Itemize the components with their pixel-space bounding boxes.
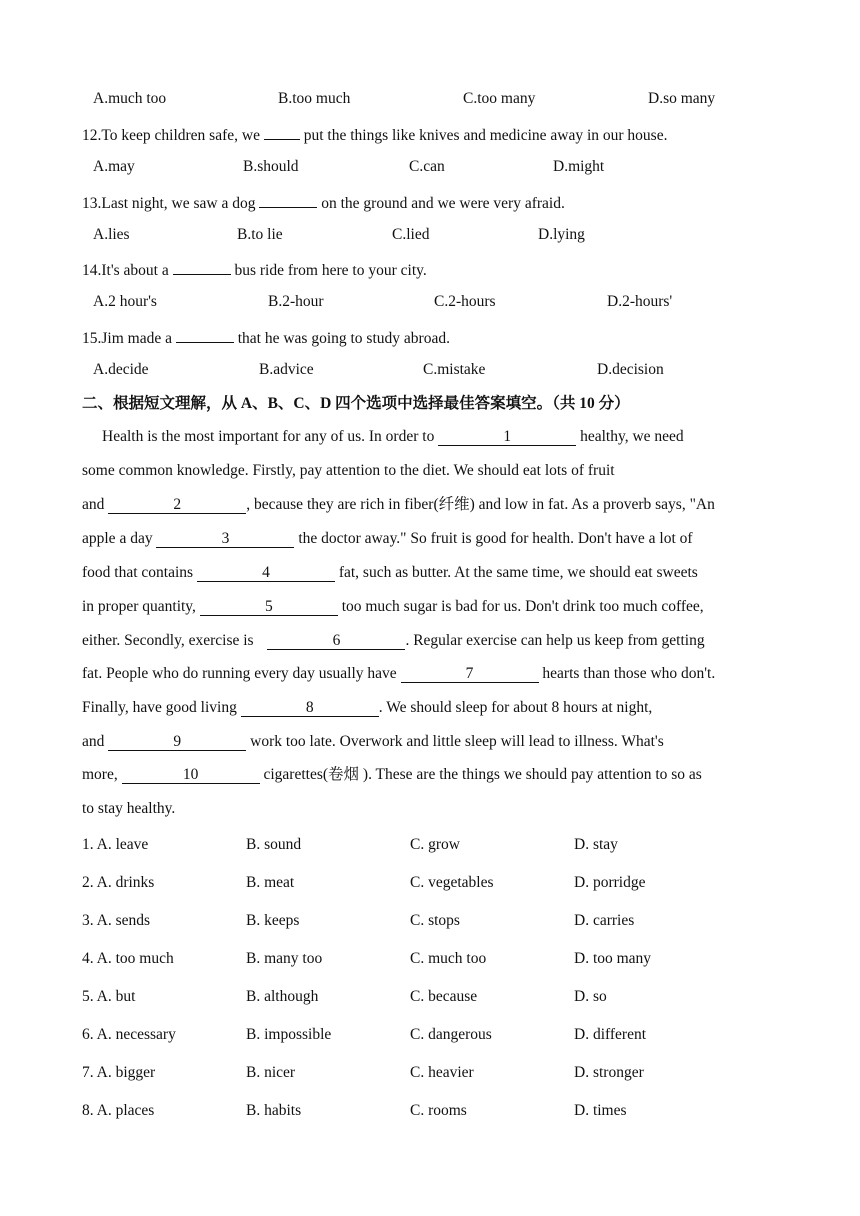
- blank-6: 6: [267, 632, 405, 650]
- answer-blank: [176, 326, 234, 343]
- option-d: D.2-hours': [607, 293, 673, 310]
- option-d: D.so many: [648, 90, 716, 107]
- passage-line: either. Secondly, exercise is 6 . Regular exercise can help us keep from getting: [82, 632, 705, 649]
- option-b: B.should: [243, 158, 299, 175]
- blank-3: 3: [156, 530, 294, 548]
- blank-1: 1: [438, 428, 576, 446]
- choice-option: C. heavier: [410, 1064, 474, 1081]
- option-c: C.can: [409, 158, 445, 175]
- option-c: C.mistake: [423, 361, 486, 378]
- choice-option: B. habits: [246, 1102, 302, 1119]
- blank-4: 4: [197, 564, 335, 582]
- choice-option: D. carries: [574, 912, 635, 929]
- choice-option: D. so: [574, 988, 607, 1005]
- option-c: C.2-hours: [434, 293, 496, 310]
- choice-option: D. times: [574, 1102, 627, 1119]
- choice-option: C. much too: [410, 950, 487, 967]
- choice-option: 1. A. leave: [82, 836, 149, 853]
- choice-option: B. nicer: [246, 1064, 296, 1081]
- choice-option: 2. A. drinks: [82, 874, 155, 891]
- choice-option: 8. A. places: [82, 1102, 155, 1119]
- option-d: D.lying: [538, 226, 585, 243]
- blank-5: 5: [200, 598, 338, 616]
- choice-option: B. keeps: [246, 912, 300, 929]
- choice-option: B. although: [246, 988, 319, 1005]
- choice-option: C. rooms: [410, 1102, 467, 1119]
- blank-2: 2: [108, 496, 246, 514]
- passage-line: and 9 work too late. Overwork and little sleep will lead to illness. What's: [82, 733, 664, 750]
- option-a: A.decide: [93, 361, 149, 378]
- option-a: A.2 hour's: [93, 293, 157, 310]
- q12-stem: 12.To keep children safe, we put the things like knives and medicine away in our house.: [82, 123, 667, 146]
- passage-line: apple a day 3 the doctor away." So fruit is good for health. Don't have a lot of: [82, 530, 693, 547]
- option-d: D.decision: [597, 361, 664, 378]
- blank-10: 10: [122, 766, 260, 784]
- option-b: B.too much: [278, 90, 351, 107]
- choice-option: D. stronger: [574, 1064, 644, 1081]
- choice-option: 7. A. bigger: [82, 1064, 156, 1081]
- section-title: 二、根据短文理解，从 A、B、C、D 四个选项中选择最佳答案填空。（共 10 分）: [82, 395, 630, 412]
- choice-option: B. sound: [246, 836, 302, 853]
- choice-option: C. grow: [410, 836, 460, 853]
- choice-option: C. stops: [410, 912, 460, 929]
- answer-blank: [259, 191, 317, 208]
- choice-option: 4. A. too much: [82, 950, 174, 967]
- option-c: C.too many: [463, 90, 536, 107]
- choice-option: D. different: [574, 1026, 647, 1043]
- choice-option: 3. A. sends: [82, 912, 151, 929]
- passage-line: Finally, have good living 8 . We should sleep for about 8 hours at night,: [82, 699, 653, 716]
- answer-blank: [173, 258, 231, 275]
- option-b: B.2-hour: [268, 293, 324, 310]
- blank-7: 7: [401, 665, 539, 683]
- passage-line: and 2 , because they are rich in fiber(纤维) and low in fat. As a proverb says, "An: [82, 496, 715, 513]
- choice-option: C. vegetables: [410, 874, 494, 891]
- choice-option: C. dangerous: [410, 1026, 492, 1043]
- answer-blank: [264, 123, 300, 140]
- passage-line: fat. People who do running every day usually have 7 hearts than those who don't.: [82, 665, 716, 682]
- choice-option: 6. A. necessary: [82, 1026, 176, 1043]
- option-a: A.lies: [93, 226, 130, 243]
- passage-line: food that contains 4 fat, such as butter. At the same time, we should eat sweets: [82, 564, 698, 581]
- option-a: A.may: [93, 158, 135, 175]
- passage-line: more, 10 cigarettes(卷烟 ). These are the things we should pay attention to so as: [82, 766, 702, 783]
- option-b: B.advice: [259, 361, 314, 378]
- option-b: B.to lie: [237, 226, 283, 243]
- passage-line: to stay healthy.: [82, 800, 176, 817]
- choice-option: B. impossible: [246, 1026, 332, 1043]
- option-d: D.might: [553, 158, 605, 175]
- q15-stem: 15.Jim made a that he was going to study abroad.: [82, 326, 450, 349]
- q13-stem: 13.Last night, we saw a dog on the ground and we were very afraid.: [82, 191, 565, 214]
- choice-option: 5. A. but: [82, 988, 136, 1005]
- passage-line: in proper quantity, 5 too much sugar is bad for us. Don't drink too much coffee,: [82, 598, 704, 615]
- choice-option: D. too many: [574, 950, 652, 967]
- passage-line: some common knowledge. Firstly, pay attention to the diet. We should eat lots of fruit: [82, 462, 615, 479]
- passage-line: Health is the most important for any of us. In order to 1 healthy, we need: [102, 428, 684, 445]
- choice-option: C. because: [410, 988, 478, 1005]
- option-c: C.lied: [392, 226, 430, 243]
- choice-option: D. porridge: [574, 874, 646, 891]
- q14-stem: 14.It's about a bus ride from here to your city.: [82, 258, 427, 281]
- blank-9: 9: [108, 733, 246, 751]
- option-a: A.much too: [93, 90, 167, 107]
- blank-8: 8: [241, 699, 379, 717]
- choice-option: B. many too: [246, 950, 323, 967]
- choice-option: D. stay: [574, 836, 618, 853]
- choice-option: B. meat: [246, 874, 295, 891]
